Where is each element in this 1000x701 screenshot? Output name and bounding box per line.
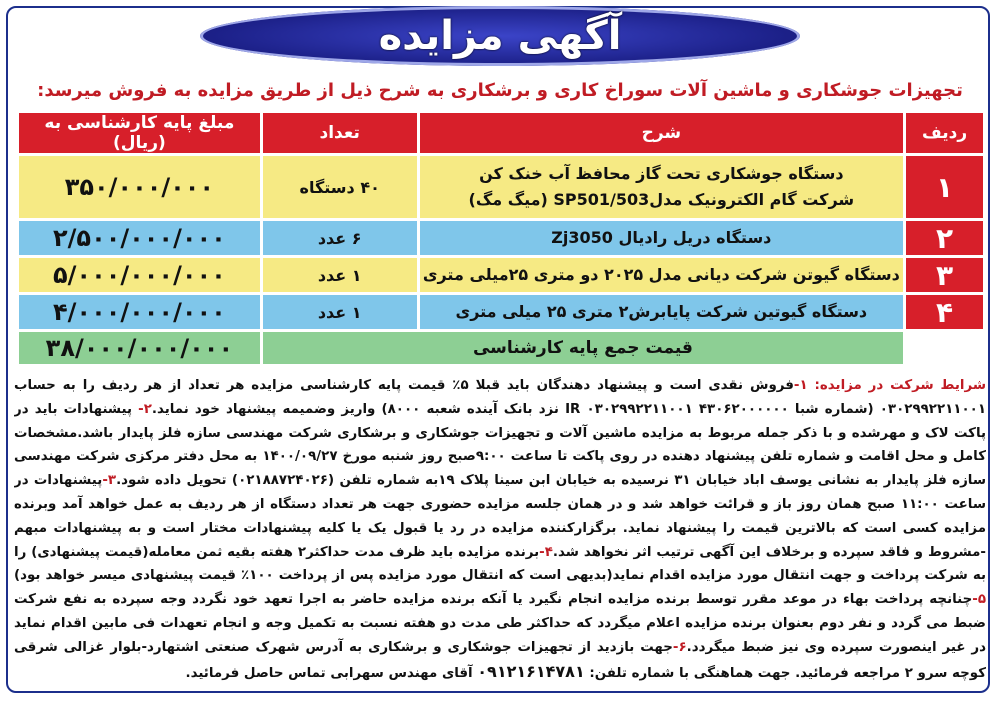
term-number: ۴- xyxy=(539,544,553,560)
term-text: برنده مزایده باید ظرف مدت حداکثر۲ هفته بقیه ثمن معامله(قیمت پیشنهادی) را به شرکت پرداخت و جهت انتقال مورد مزایده اقدام نماید(بدیهی است که انتقال مورد مزایده پس از پرداخت ۱۰۰٪ قیمت پیشنهادی میسر خواهد بود) xyxy=(14,544,986,584)
term-number: ۱- xyxy=(793,378,808,393)
row-description: دستگاه گیوتن شرکت دیانی مدل ۲۰۲۵ دو متری ۲۵میلی متری xyxy=(420,258,904,292)
header-price: مبلغ پایه کارشناسی به (ریال) xyxy=(19,113,260,153)
table-row xyxy=(19,258,983,292)
term-text: آقای مهندس سهرابی تماس حاصل فرمائید. xyxy=(185,665,478,681)
table-row xyxy=(19,221,983,255)
header-quantity: تعداد xyxy=(263,113,417,153)
total-label: قیمت جمع پایه کارشناسی xyxy=(263,332,903,364)
row-price: ۵/۰۰۰/۰۰۰/۰۰۰ xyxy=(19,258,260,292)
row-price: ۲/۵۰۰/۰۰۰/۰۰۰ xyxy=(19,221,260,255)
row-quantity: ۱ عدد xyxy=(263,258,417,292)
banner-ellipse xyxy=(200,6,800,66)
terms-heading: شرایط شرکت در مزایده: xyxy=(807,378,986,393)
terms-text xyxy=(14,374,986,690)
row-description xyxy=(420,156,904,218)
term-text: چنانچه پرداخت بهاء در موعد مقرر توسط برنده مزایده انجام نگیرد یا آنکه برنده مزایده حاضر به اجرا تعهد خود نگردد وجه سپرده به نفع شرکت ضبط می گردد و نفر دوم بعنوان برنده مزایده اعلام میگردد که حداکثر طی مدت دو هفته نسبت به تکمیل وجه و انجام تعهدات فی مابین اقدام نماید در غیر اینصورت سپرده وی نیز ضبط میگردد. xyxy=(14,592,986,655)
total-spacer xyxy=(906,332,983,364)
subtitle: تجهیزات جوشکاری و ماشین آلات سوراخ کاری و برشکاری به شرح ذیل از طریق مزایده به فروش میرسد: xyxy=(37,80,963,101)
row-description: دستگاه گیوتین شرکت پایابرش۲ متری ۲۵ میلی متری xyxy=(420,295,904,329)
term-text: فروش نقدی است و پیشنهاد دهندگان باید قبلا ۵٪ قیمت پایه کارشناسی مزایده هر تعداد از هر ردیف را به حساب ۰۳۰۲۹۹۲۲۱۱۰۰۱ (شماره شبا IR ۰۳۰۲۹۹۲۲۱۱۰۰۱ ۴۳۰۶۲۰۰۰۰۰۰ نزد بانک آینده شعبه ۸۰۰۰) واریز وضمیمه پیشنهاد خود نماید. xyxy=(14,378,986,417)
table-row xyxy=(19,295,983,329)
total-value: ۳۸/۰۰۰/۰۰۰/۰۰۰ xyxy=(19,332,260,364)
table-header-row xyxy=(19,113,983,153)
total-row xyxy=(19,332,983,364)
term-text: پیشنهادات باید در پاکت لاک و مهرشده و با ذکر جمله مربوط به مزایده ماشین آلات و تجهیزات جوشکاری و برشکاری شرکت مهندسی سازه فلز پایدار باشد.مشخصات کامل و محل اقامت و شماره تلفن پیشنهاد دهنده در روی پاکت تا ساعت ۹:۰۰صبح روز شنبه مورخ ۱۴۰۰/۰۹/۲۷ به محل دفتر مرکزی شرکت مهندسی سازه فلز پایدار به نشانی یوسف اباد خیابان ۳۱ نرسیده به خیابان ابن سینا پلاک ۱۹به شماره تلفن (۰۲۱۸۸۷۲۴۰۲۶) تحویل داده شود. xyxy=(14,401,986,489)
term-text: جهت بازدید از تجهیزات جوشکاری و برشکاری به آدرس شهرک صنعتی اشتهارد-بلوار غزالی شرقی کوچه سرو ۲ مراجعه فرمائید. جهت هماهنگی با شماره تلفن: xyxy=(14,639,986,681)
header-banner xyxy=(0,6,1000,68)
row-number: ۴ xyxy=(906,295,983,329)
row-price: ۳۵۰/۰۰۰/۰۰۰ xyxy=(19,156,260,218)
description-line: دستگاه جوشکاری تحت گاز محافظ آب خنک کن xyxy=(479,164,844,183)
row-number: ۱ xyxy=(906,156,983,218)
contact-phone: ۰۹۱۲۱۶۱۴۷۸۱ xyxy=(477,661,585,681)
row-price: ۴/۰۰۰/۰۰۰/۰۰۰ xyxy=(19,295,260,329)
term-text: پیشنهادات در ساعت ۱۱:۰۰ صبح همان روز باز و قرائت خواهد شد و در همان جلسه مزایده حضوری جهت هر تعداد دستگاه از هر ردیف به عمل خواهد آمد وبرنده مزایده کسی است که بالاترین قیمت را پیشنهاد نماید. برگزارکننده مزایده در رد یا قبول یک یا کلیه پیشنهادات مختار است و به پیشنهادات مبهم -مشروط و فاقد سپرده و برخلاف این آگهی ترتیب اثر نخواهد شد. xyxy=(14,473,986,560)
row-number: ۲ xyxy=(906,221,983,255)
header-row-number: ردیف xyxy=(906,113,983,153)
table-row xyxy=(19,156,983,218)
term-number: ۵- xyxy=(972,592,986,608)
description-line: شرکت گام الکترونیک مدلSP501/503 (میگ مگ) xyxy=(468,190,855,209)
row-quantity: ۱ عدد xyxy=(263,295,417,329)
row-number: ۳ xyxy=(906,258,983,292)
header-description: شرح xyxy=(420,113,904,153)
term-number: ۲- xyxy=(138,401,152,417)
row-quantity: ۶ عدد xyxy=(263,221,417,255)
row-description: دستگاه دریل رادیال Zj3050 xyxy=(420,221,904,255)
term-number: ۳- xyxy=(102,473,117,489)
term-number: ۶- xyxy=(672,639,687,655)
row-quantity: ۴۰ دستگاه xyxy=(263,156,417,218)
banner-title: آگهی مزایده xyxy=(378,13,622,59)
items-table xyxy=(16,110,986,367)
